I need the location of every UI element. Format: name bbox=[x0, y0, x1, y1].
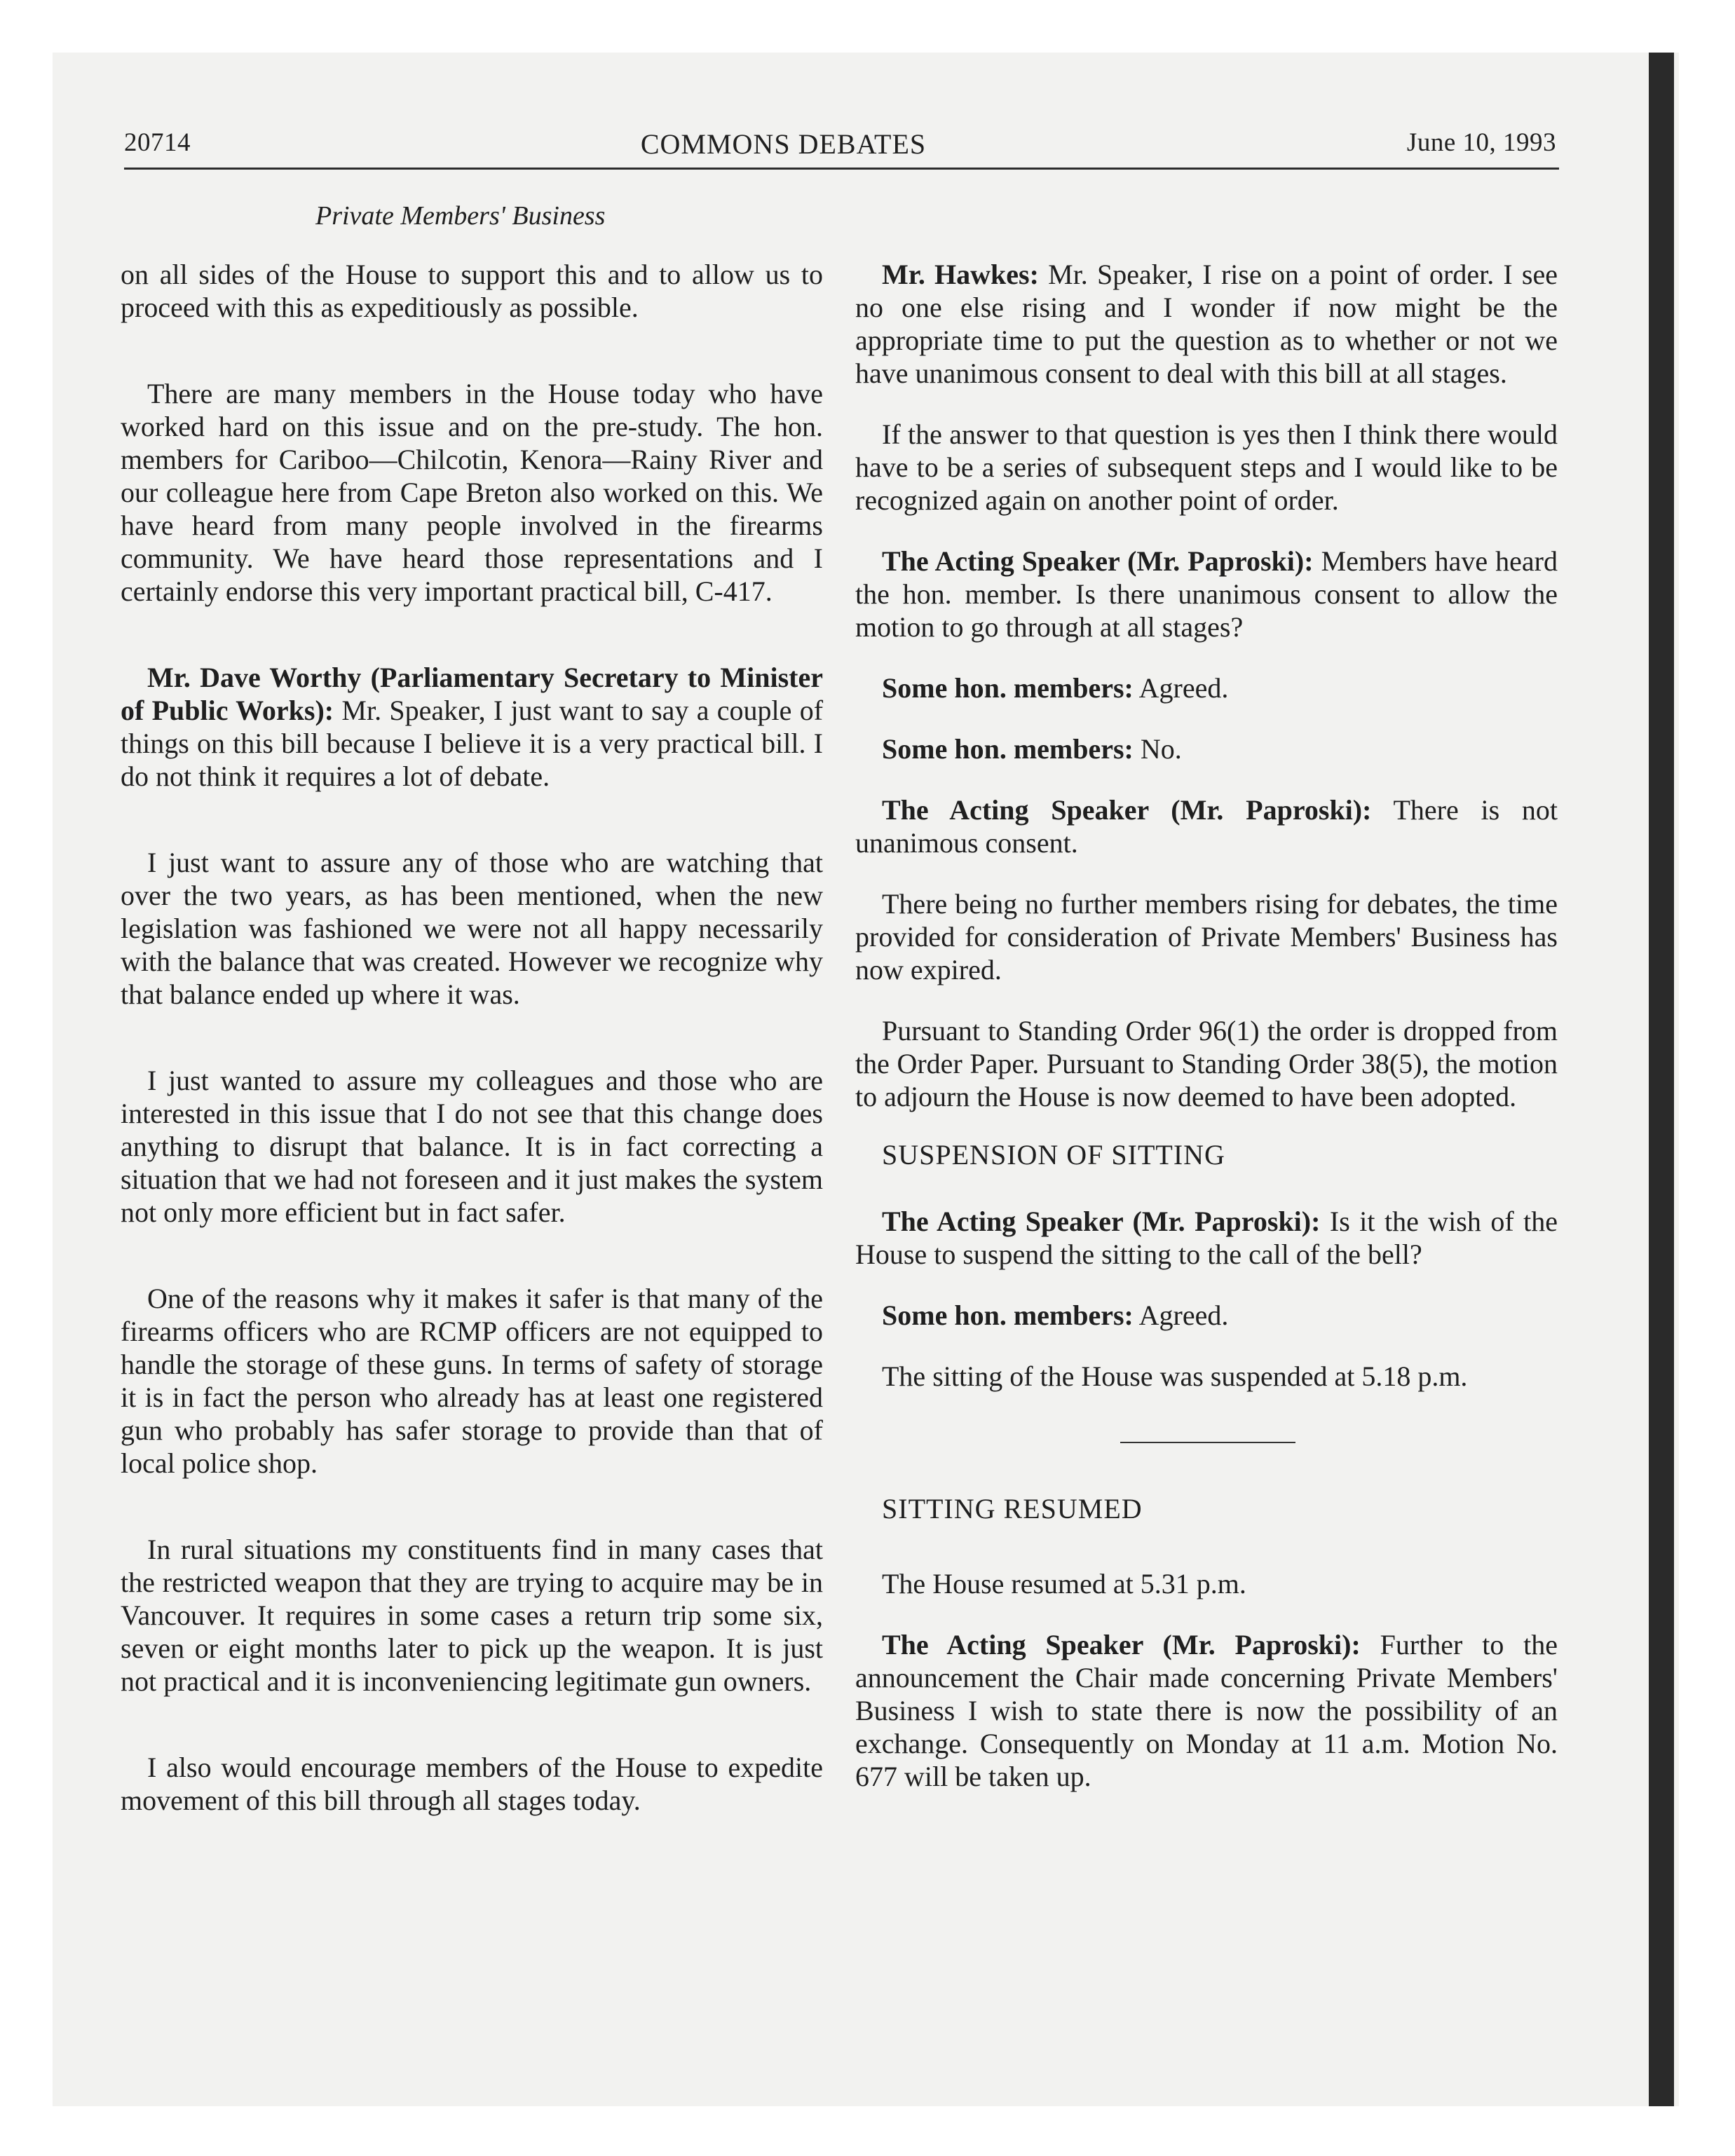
header-rule bbox=[124, 168, 1559, 170]
speaker-name: The Acting Speaker (Mr. Paproski): bbox=[882, 794, 1372, 826]
right-column bbox=[855, 258, 1558, 1793]
scan-edge-shadow bbox=[1649, 53, 1674, 2106]
speech-paragraph bbox=[121, 661, 823, 793]
speaker-name: Some hon. members: bbox=[882, 733, 1134, 765]
speech-paragraph bbox=[855, 545, 1558, 643]
left-column bbox=[121, 258, 823, 1817]
speech-text: No. bbox=[1140, 733, 1182, 765]
subheading-resumed: SITTING RESUMED bbox=[882, 1493, 1143, 1524]
section-heading: Private Members' Business bbox=[315, 201, 606, 231]
paragraph: I just want to assure any of those who are watching that over the two years, as has been mentioned, when the new legislation was fashioned we were not all happy necessarily with the balance that was created. However we recognize why that balance ended up where it was. bbox=[121, 847, 823, 1010]
subheading-suspension: SUSPENSION OF SITTING bbox=[882, 1139, 1225, 1171]
paragraph: There being no further members rising for debates, the time provided for consideration of Private Members' Business has now expired. bbox=[855, 888, 1558, 985]
speech-text: Agreed. bbox=[1138, 672, 1229, 704]
speech-paragraph bbox=[855, 732, 1558, 765]
speaker-name: The Acting Speaker (Mr. Paproski): bbox=[882, 1629, 1361, 1660]
speaker-name: Some hon. members: bbox=[882, 672, 1134, 704]
speech-paragraph bbox=[855, 1628, 1558, 1793]
paragraph: The House resumed at 5.31 p.m. bbox=[882, 1568, 1246, 1599]
paragraph: The sitting of the House was suspended at 5.18 p.m. bbox=[882, 1360, 1468, 1392]
speech-text: Further to the announcement the Chair made concerning Private Members' Business I wish to state there is now the possibility of an exchange. Consequently on Monday at 11 a.m. Motion No. 677 will be taken up. bbox=[855, 1629, 1558, 1792]
paragraph: on all sides of the House to support this and to allow us to proceed with this as expeditiously as possible. bbox=[121, 259, 823, 323]
paragraph: If the answer to that question is yes then I think there would have to be a series of subsequent steps and I would like to be recognized again on another point of order. bbox=[855, 418, 1558, 516]
paragraph: Pursuant to Standing Order 96(1) the order is dropped from the Order Paper. Pursuant to Standing Order 38(5), the motion to adjourn the House is now deemed to have been adopted. bbox=[855, 1015, 1558, 1112]
paragraph: In rural situations my constituents find in many cases that the restricted weapon that they are trying to acquire may be in Vancouver. It requires in some cases a return trip some six, seven or eight months later to pick up the weapon. It is just not practical and it is inconveniencing legitimate gun owners. bbox=[121, 1534, 823, 1697]
speech-paragraph bbox=[855, 671, 1558, 704]
speech-text: Agreed. bbox=[1138, 1299, 1229, 1331]
paragraph: There are many members in the House today who have worked hard on this issue and on the pre-study. The hon. members for Cariboo—Chilcotin, Kenora—Rainy River and our colleague here from Cape Breton also worked on this. We have heard from many people involved in the firearms community. We have heard those representations and I certainly endorse this very important practical bill, C-417. bbox=[121, 378, 823, 607]
speaker-name: Mr. Dave Worthy (Parliamentary Secretary to Minister of Public Works): bbox=[121, 662, 823, 726]
speech-text: Is it the wish of the House to suspend the sitting to the call of the bell? bbox=[855, 1206, 1558, 1270]
speech-paragraph bbox=[855, 1205, 1558, 1271]
issue-date: June 10, 1993 bbox=[1406, 128, 1556, 157]
speaker-name: Mr. Hawkes: bbox=[882, 259, 1039, 290]
speech-text: Members have heard the hon. member. Is there unanimous consent to allow the motion to go through at all stages? bbox=[855, 545, 1558, 643]
speaker-name: The Acting Speaker (Mr. Paproski): bbox=[882, 1206, 1321, 1237]
speech-paragraph bbox=[855, 258, 1558, 390]
speech-text: There is not unanimous consent. bbox=[855, 794, 1558, 859]
speech-paragraph bbox=[855, 1299, 1558, 1332]
speaker-name: The Acting Speaker (Mr. Paproski): bbox=[882, 545, 1314, 577]
page-number: 20714 bbox=[124, 128, 191, 157]
speech-text: Mr. Speaker, I rise on a point of order. I see no one else rising and I wonder if now might be the appropriate time to put the question as to whether or not we have unanimous consent to deal with this bill at all stages. bbox=[855, 259, 1558, 389]
speech-text: Mr. Speaker, I just want to say a couple of things on this bill because I believe it is a very practical bill. I do not think it requires a lot of debate. bbox=[121, 695, 824, 792]
speech-paragraph bbox=[855, 793, 1558, 859]
paragraph: I also would encourage members of the House to expedite movement of this bill through all stages today. bbox=[121, 1752, 823, 1816]
paragraph: One of the reasons why it makes it safer is that many of the firearms officers who are RCMP officers are not equipped to handle the storage of these guns. In terms of safety of storage it is in fact the person who already has at least one registered gun who probably has safer storage to provide than that of local police shop. bbox=[121, 1283, 823, 1479]
journal-title: COMMONS DEBATES bbox=[640, 128, 927, 160]
paragraph: I just wanted to assure my colleagues and those who are interested in this issue that I do not see that this change does anything to disrupt that balance. It is in fact correcting a situation that we had not foreseen and it just makes the system not only more efficient but in fact safer. bbox=[121, 1065, 823, 1228]
speaker-name: Some hon. members: bbox=[882, 1299, 1134, 1331]
